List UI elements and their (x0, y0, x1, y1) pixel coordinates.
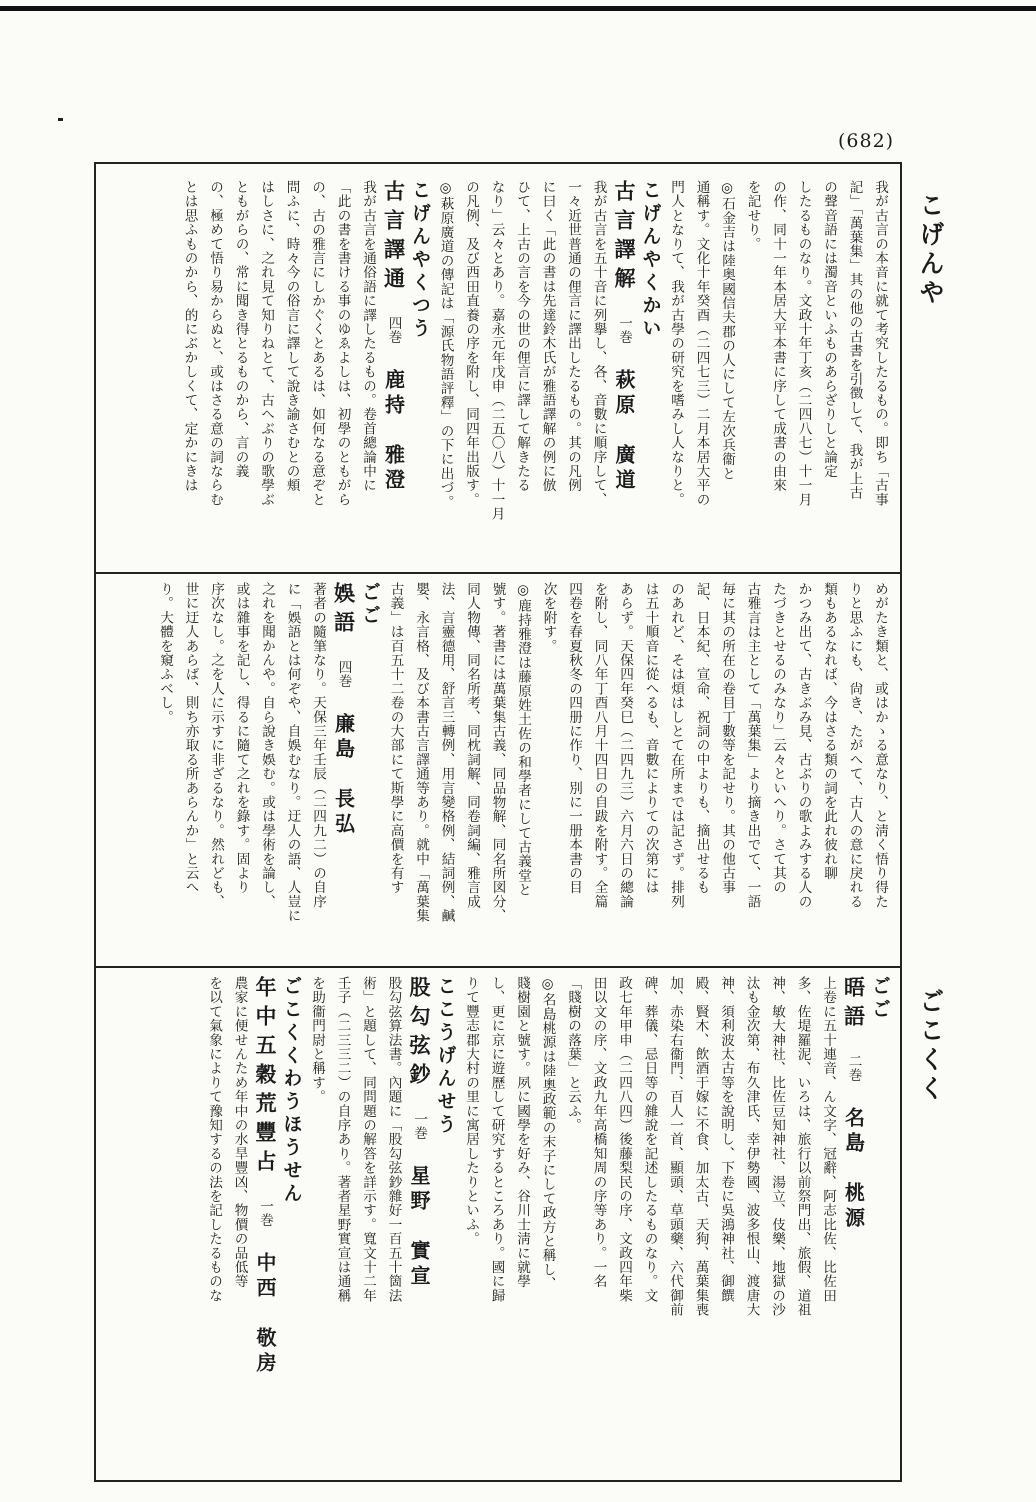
text-line: 問ふに、時々今の俗言に譯して說き諭さむとの頬 (283, 180, 300, 493)
text-line: かつみ出て、古きぶみ見、古ぶりの歌よみする人の (795, 582, 812, 909)
entry-title-line (406, 976, 433, 1470)
text-line: 法、言靈德用、舒言三轉例、用言變格例、結詞例、鹹 (438, 582, 455, 923)
entry-title-line (330, 582, 357, 958)
text-line: 門人となりて、我が古學の研究を嗜みし人なりと。 (668, 180, 684, 507)
text-line: り。大體を窺ふべし。 (157, 582, 173, 724)
text-line: 通稱す。文化十年癸酉（二四七三）二月本居大平の (693, 180, 710, 507)
text-line: の凡例、及び西田直養の序を附し、同四年出版す。 (463, 180, 479, 507)
text-line: 次を附す。 (540, 582, 557, 653)
text-line: 股勾弦算法書。內題に「股勾弦鈔雜好一百五十箇法 (385, 976, 402, 1303)
text-line: を記せり。 (744, 180, 761, 251)
text-line: 同人物傳、同名所考、同枕詞解、同卷詞編、雅言成 (464, 582, 480, 909)
section-divider-2 (94, 966, 902, 968)
text-line: 賤樹園と號す。夙に國學を好み、谷川士淸に就學 (514, 976, 530, 1289)
text-line: あらず。天保四年癸巳（二四九三）六月六日の總論 (617, 582, 633, 909)
volume-count: 二巻 (845, 1054, 862, 1083)
text-line: 一々近世普通の俚言に譯出したるもの。其の凡例 (565, 180, 581, 493)
text-line: 或は雜事を記し、得るに隨て之れを錄す。固より (233, 582, 250, 895)
page-number: (682) (838, 130, 895, 152)
text-line: 「此の書を書ける事のゆゑよしは、初學のともがら (334, 180, 351, 507)
author-name: 鹿持 雅澄 (381, 368, 406, 494)
text-line: 田以文の序、文政九年高橋知周の序等あり。一名 (590, 976, 607, 1289)
author-name: 星野 實宣 (407, 1164, 431, 1290)
entry-title-line (380, 180, 407, 562)
text-line: 「賤樹の落葉」と云ふ。 (565, 976, 581, 1133)
text-line: 之れを聞かんや。自ら說き娛む。或は學術を論し、 (259, 582, 275, 909)
text-line: 神、敏大神社、比佐豆知神社、湯立、伎樂、地獄の沙 (769, 976, 785, 1317)
text-line: に「娛語とは何ぞや、自娛むなり。迂人の語、人豈に (284, 582, 301, 923)
text-line: 我が古言を五十音に列擧し、各、音數に順序して、 (590, 180, 607, 507)
entry-reading-heading: ここうげんせう (434, 976, 457, 1137)
entry-title: 古言譯通 (381, 180, 407, 296)
text-line: のあれど、そは煩はしとて在所までは記さず。排列 (668, 582, 684, 909)
text-line: 記、日本紀、宣命、祝詞の中よりも、摘出せるも (693, 582, 710, 895)
text-line: 號す。著書には萬葉集古義、同品物解、同名所図分、 (489, 582, 506, 923)
text-line: ◎萩原廣道の傳記は「源氏物語評釋」の下に出づ。 (437, 180, 454, 509)
text-line: ◎鹿持雅澄は藤原姓土佐の和學者にして古義堂と (515, 582, 531, 897)
section-bottom (104, 976, 892, 1470)
volume-count: 一巻 (616, 316, 632, 345)
entry-title: 股勾弦鈔 (407, 976, 432, 1092)
text-line: 著者の隨筆なり。天保三年壬辰（二四九二）の自序 (310, 582, 326, 909)
text-line: の作、同十一年本居大平本書に序して成書の由來 (770, 180, 786, 493)
author-name: 中西 敬房 (253, 1251, 277, 1377)
text-line: 多、佐堤羅泥、いろは、旅行以前祭門出、旅假、道祖 (794, 976, 811, 1317)
text-line: 術」と題して、同問題の解答を詳示す。寬文十二年 (360, 976, 376, 1303)
text-line: 殿、賢木、飲酒于嫁に不食、加太古、天狗、萬葉集喪 (692, 976, 709, 1317)
entry-title-line (840, 976, 867, 1470)
entry-title: 年中五穀荒豐占 (253, 976, 278, 1179)
entry-title: 娛語 (331, 582, 357, 640)
text-line: を附し、同八年丁酉八月十四日の自跋を附す。全篇 (591, 582, 608, 909)
text-line: は五十順音に從へるも、音數によりての次第には (642, 582, 659, 895)
text-line: 上卷に五十連音、ん文字、冠辭、阿志比佐、比佐田 (820, 976, 836, 1303)
section-divider-1 (94, 572, 902, 574)
text-line: りて豐志郡大村の里に寓居したりといふ。 (463, 976, 479, 1246)
entry-reading-heading: ごご (869, 976, 891, 1022)
text-line: 政七年甲申（二四八四）後藤梨民の序、文政四年柴 (616, 976, 632, 1303)
text-line: 記」「萬葉集」其の他の古書を引徴して、我が上古 (846, 180, 863, 500)
text-line: 農家に便せんため年中の水旱豐凶、物價の品低等 (231, 976, 248, 1289)
volume-count: 四巻 (385, 316, 402, 345)
side-header-top: こげんや (916, 192, 945, 308)
text-line: 四卷を春夏秋冬の四册に作り、別に一册本書の目 (566, 582, 582, 895)
text-line: 序次なし。之を人に示すに非ざるなり。然れども、 (208, 582, 224, 909)
text-line: たづきとせるのみなり」云々といへり。さて其の (770, 582, 786, 895)
author-name: 廉島 長弘 (331, 712, 356, 838)
entry-title: 古言譯解 (612, 180, 637, 296)
text-line: 我が古言の本音に就て考究したるもの。即ち「古事 (872, 180, 888, 507)
section-middle (104, 582, 892, 958)
entry-reading-heading: ごご (359, 582, 381, 628)
entry-reading-heading: こげんやくつう (409, 180, 431, 341)
text-line: はしさに、之れ見て知りねとて、古へぶりの歌學ぶ (258, 180, 274, 507)
text-line: 汰も金次第、布久津氏、幸伊勢國、波多恨山、渡唐大 (743, 976, 760, 1317)
text-line: りと思ふにも、尙き、たがへて、古人の意に戾れる (846, 582, 863, 909)
text-line: ともがらの、常に聞き得とるものから、言の義 (232, 180, 249, 479)
text-line: 世に迂人あらば、則ち亦取る所あらんか」と云へ (182, 582, 199, 895)
text-line: 類もあるなれば、今はさる類の詞を此れ彼れ聊 (821, 582, 837, 881)
text-line: を以て氣象によりて豫知するの法を記したるものな (206, 976, 222, 1303)
entry-title-line (611, 180, 638, 562)
volume-count: 一巻 (411, 1112, 427, 1141)
text-line: に曰く「此の書は先達鈴木氏が雅語譯解の例に倣 (539, 180, 556, 493)
author-name: 名島 桃源 (841, 1106, 866, 1232)
side-header-bottom: ごこくく (916, 988, 945, 1104)
entry-title-line (252, 976, 279, 1470)
text-line: 嬰、永言格、及び本書古言譯通等あり。就中「萬葉集 (413, 582, 429, 923)
text-line: 壬子（二三三二）の自序あり。著者星野實宣は通稱 (334, 976, 351, 1303)
entry-reading-heading: ごこくくわうほうせん (280, 976, 303, 1206)
volume-count: 一巻 (257, 1199, 273, 1228)
text-line: ひて、上古の言を今の世の俚言に譯して解きたる (514, 180, 530, 493)
entry-reading-heading: こげんやくかい (639, 180, 662, 341)
top-rule (0, 6, 1036, 11)
text-line: ◎名島桃源は陸奧政範の末子にして政方と稱し、 (539, 976, 556, 1291)
text-line: 古義」は百五十二卷の大部にて斯學に高價を有す (387, 582, 404, 895)
text-line: し、更に京に遊歷して研究するところあり。國に歸 (488, 976, 505, 1303)
text-line: 碑、葬儀、忌日等の雜說を記述したるものなり。文 (641, 976, 658, 1303)
speck (58, 118, 63, 121)
text-line: なり」云々とあり。嘉永元年戊申（二五〇八）十一月 (488, 180, 505, 521)
text-line: 古雅言は主として「萬葉集」より摘き出でて、一語 (744, 582, 761, 909)
author-name: 萩原 廣道 (612, 368, 636, 494)
text-line: とは思ふものから、的にぶかしくて、定かにきは (181, 180, 198, 493)
text-line: の聲音語には濁音といふものあらざりしと論定 (821, 180, 837, 479)
text-line: 我が古言を通俗語に譯したるもの。卷首總論中に (360, 180, 376, 493)
text-line: の、古の雅言にしかぐくとあるは、如何なる意ぞと (309, 180, 325, 507)
text-line: 神、須利波太古等を說明し、下卷に吳鴻神社、御饌 (718, 976, 734, 1303)
section-top (104, 180, 892, 562)
text-line: の、極めて悟り易からぬと、或はさる意の詞ならむ (207, 180, 223, 507)
text-line: ◎石金吉は陸奥國信夫郡の人にして左次兵衞と (719, 180, 735, 481)
entry-title: 晤語 (841, 976, 867, 1034)
volume-count: 四巻 (335, 660, 352, 689)
text-line: を助衞門尉と稱す。 (309, 976, 325, 1104)
text-line: したるものなり。文政十年丁亥（二四八七）十一月 (795, 180, 812, 507)
text-line: めがたき類と、或はかゝる意なり、と淸く悟り得た (872, 582, 888, 909)
text-line: 加、赤染右衞門、百人一首、顯頭、草頭藥、六代御前 (667, 976, 683, 1317)
text-line: 毎に其の所在の卷目丁數等を記せり。其の他古事 (719, 582, 735, 895)
